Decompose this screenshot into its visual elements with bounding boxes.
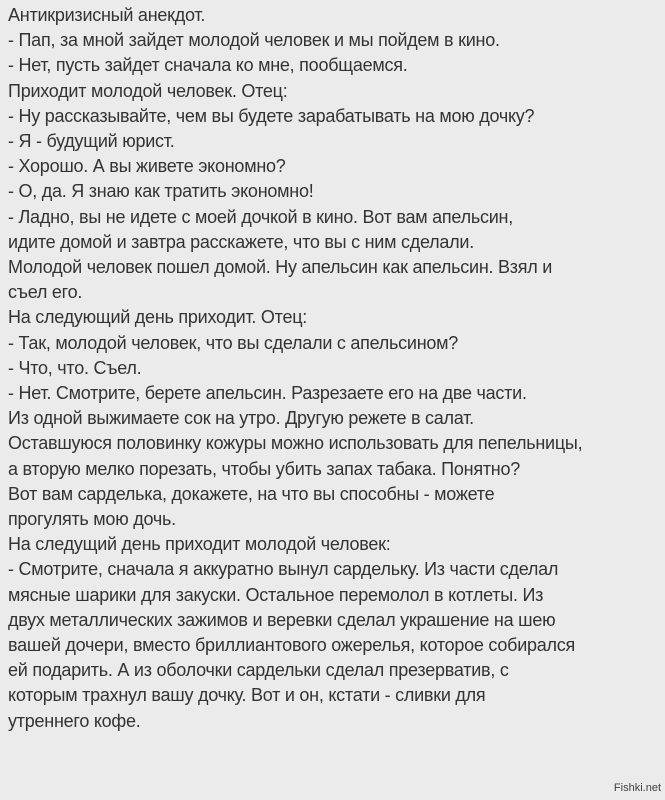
text-line: идите домой и завтра расскажете, что вы с ним сделали.: [8, 231, 474, 252]
text-line: Молодой человек пошел домой. Ну апельсин как апельсин. Взял и: [8, 257, 553, 278]
text-line: - Смотрите, сначала я аккуратно вынул сардельку. Из части сделал: [8, 559, 559, 580]
text-line: - Хорошо. А вы живете экономно?: [8, 156, 286, 177]
text-line: - Я - будущий юрист.: [8, 131, 175, 152]
text-line: - Ну рассказывайте, чем вы будете зарабатывать на мою дочку?: [8, 105, 535, 126]
text-line: съел его.: [8, 282, 83, 303]
text-line: Вот вам сарделька, докажете, на что вы способны - можете: [8, 483, 495, 504]
joke-text: [8, 3, 658, 734]
text-line: вашей дочери, вместо бриллиантового ожерелья, которое собирался: [8, 635, 576, 656]
text-line: которым трахнул вашу дочку. Вот и он, кстати - сливки для: [8, 685, 486, 706]
text-line: Оставшуюся половинку кожуры можно использовать для пепельницы,: [8, 433, 583, 454]
text-line: а вторую мелко порезать, чтобы убить запах табака. Понятно?: [8, 458, 521, 479]
text-line: двух металлических зажимов и веревки сделал украшение на шею: [8, 609, 556, 630]
text-line: - Нет. Смотрите, берете апельсин. Разрезаете его на две части.: [8, 383, 527, 404]
text-line: На следущий день приходит молодой человек:: [8, 534, 391, 555]
text-line: Приходит молодой человек. Отец:: [8, 80, 288, 101]
text-line: утреннего кофе.: [8, 710, 141, 731]
text-line: - Ладно, вы не идете с моей дочкой в кино. Вот вам апельсин,: [8, 206, 513, 227]
text-line: - Пап, за мной зайдет молодой человек и мы пойдем в кино.: [8, 30, 500, 51]
text-line: прогулять мою дочь.: [8, 509, 176, 530]
watermark: Fishki.net: [613, 782, 661, 794]
text-line: - Что, что. Съел.: [8, 357, 142, 378]
text-line: На следующий день приходит. Отец:: [8, 307, 308, 328]
text-line: Из одной выжимаете сок на утро. Другую режете в салат.: [8, 408, 474, 429]
text-line: Антикризисный анекдот.: [8, 5, 206, 25]
text-line: - О, да. Я знаю как тратить экономно!: [8, 181, 314, 202]
text-line: ей подарить. А из оболочки сардельки сделал презерватив, с: [8, 660, 509, 681]
text-line: мясные шарики для закуски. Остальное перемолол в котлеты. Из: [8, 584, 544, 605]
text-line: - Так, молодой человек, что вы сделали с апельсином?: [8, 332, 459, 353]
text-line: - Нет, пусть зайдет сначала ко мне, пообщаемся.: [8, 55, 408, 76]
